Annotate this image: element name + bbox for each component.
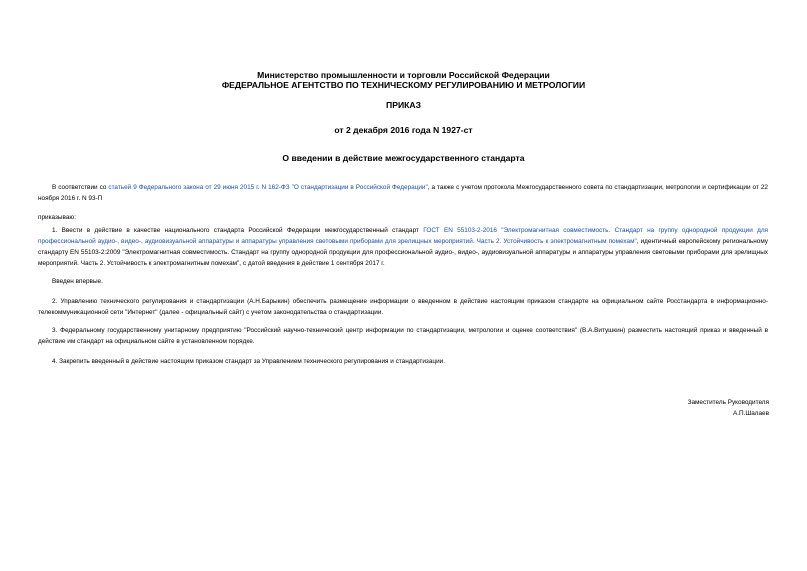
signature-position: Заместитель Руководителя xyxy=(687,399,769,406)
agency-title: ФЕДЕРАЛЬНОЕ АГЕНТСТВО ПО ТЕХНИЧЕСКОМУ РЕГУЛИРОВАНИЮ И МЕТРОЛОГИИ xyxy=(221,80,586,90)
preamble-text-before: В соответствии со xyxy=(52,184,109,191)
ministry-title: Министерство промышленности и торговли Российской Федерации xyxy=(257,70,550,80)
item-1-text-before: 1. Ввести в действие в качестве национального стандарта Российской Федерации межгосударственный стандарт xyxy=(52,227,424,234)
item-1-text-after: , идентичный европейскому региональному стандарту EN 55103-2:2009 "Электромагнитная совместимость. Стандарт на группу однородной продукции для профессиональной аудио-, видео-, аудиовизуальной аппаратуры и аппаратуры управления световыми приборами для зрелищных мероприятий. Часть 2. Устойчивость к электромагнитным помехам", с датой введения в действие 1 сентября 2017 г. xyxy=(38,238,769,267)
signature-name: А.П.Шалаев xyxy=(732,410,769,417)
doc-type: ПРИКАЗ xyxy=(386,100,421,110)
federal-law-link[interactable]: статьей 9 Федерального закона от 29 июня 2015 г. N 162-ФЗ "О стандартизации в Российской Федерации" xyxy=(108,184,428,191)
preamble-paragraph xyxy=(38,182,768,204)
doc-subject: О введении в действие межгосударственного стандарта xyxy=(282,153,525,163)
gost-standard-link[interactable]: ГОСТ EN 55103-2-2016 "Электромагнитная совместимость. Стандарт на группу однородной продукции для профессиональной аудио-, видео-, аудиовизуальной аппаратуры и аппаратуры управления световыми приборами для зрелищных мероприятий. Часть 2. Устойчивость к электромагнитным помехам" xyxy=(38,227,769,245)
doc-date-number: от 2 декабря 2016 года N 1927-ст xyxy=(334,125,473,135)
preamble-text-after: , а также с учетом протокола Межгосударственного совета по стандартизации, метрологии и сертификации от 22 ноября 2016 г. N 93-П xyxy=(38,184,768,202)
item-4-paragraph: 4. Закрепить введенный в действие настоящим приказом стандарт за Управлением технического регулирования и стандартизации. xyxy=(52,358,445,365)
first-time-note: Введен впервые. xyxy=(52,278,103,285)
item-2-paragraph: 2. Управлению технического регулирования и стандартизации (А.Н.Барыкин) обеспечить размещение информации о введенном в действие настоящим приказом стандарте на официальном сайте Росстандарта в информационно-телекоммуникационной сети "Интернет" (далее - официальный сайт) с учетом законодательства о стандартизации. xyxy=(38,298,768,316)
item-3-paragraph: 3. Федеральному государственному унитарному предприятию "Российский научно-технический центр информации по стандартизации, метрологии и оценке соответствия" (В.А.Витушкин) разместить настоящий приказ и введенный в действие им стандарт на официальном сайте в установленном порядке. xyxy=(38,327,768,345)
order-word: приказываю: xyxy=(38,214,76,221)
item-1-paragraph xyxy=(38,225,768,269)
